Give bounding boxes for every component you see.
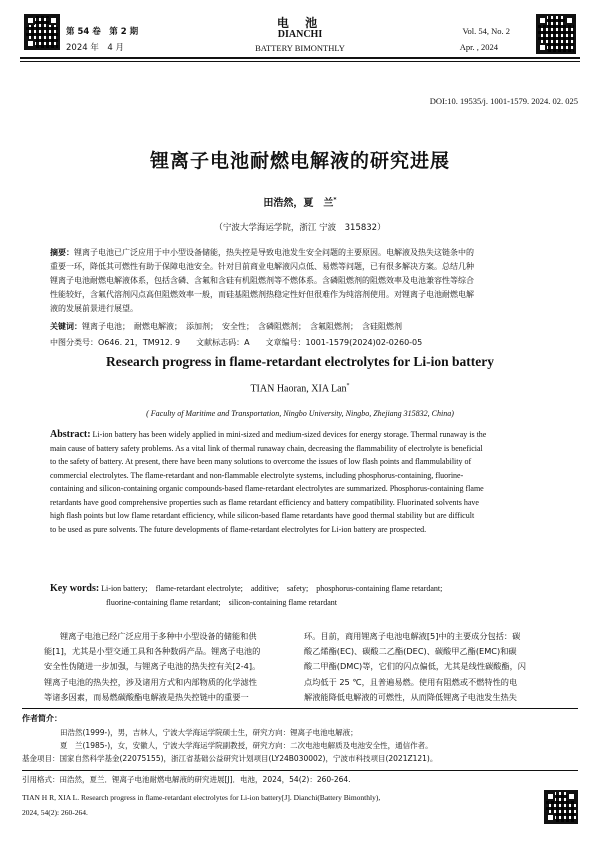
body-line: 能[1]，尤其是小型交通工具和各种数码产品。锂离子电池的 <box>44 646 261 657</box>
authors-cn-names: 田浩然，夏 兰 <box>263 198 334 209</box>
abstract-en-line: retardants have good comprehensive properties such as flame retardant efficiency and battery compatibility. Fluorinated solvents have <box>50 497 479 507</box>
clc-line: 中图分类号：O646. 21，TM912. 9 文献标志码：A 文章编号：1001-1579(2024)02-0260-05 <box>50 338 423 347</box>
authors-en-names: TIAN Haoran, XIA Lan <box>250 383 347 395</box>
footnote-author-1: 田浩然(1999-)，男，吉林人，宁波大学海运学院硕士生，研究方向：锂离子电池电解液； <box>60 728 358 737</box>
header-rule-thin <box>20 61 580 62</box>
abstract-en-line: high flash points but low flame retardant efficiency, while silicon-based flame retardants have good thermal stability but are difficult <box>50 511 475 520</box>
body-line: 酸二甲酯(DMC)等，它们的闪点偏低，尤其是线性碳酸酯，闪 <box>304 661 526 672</box>
abstract-en-line: main cause of battery safety problems. As a vital link of thermal runaway chain, decreasing the flammability of electrolyte is beneficial <box>50 443 483 453</box>
citation-cn: 引用格式：田浩然，夏兰．锂离子电池耐燃电解液的研究进展[J]．电池，2024，54(2)：260-264. <box>22 775 351 784</box>
authors-cn <box>0 194 600 209</box>
abstract-cn-line: 液的发展前景进行展望。 <box>50 304 138 313</box>
footnote-rule <box>22 708 578 709</box>
body-right-column <box>304 629 562 705</box>
keywords-en-line <box>50 582 556 596</box>
body-line: 环。目前，商用锂离子电池电解液[5]中的主要成分包括：碳 <box>304 631 521 641</box>
abstract-en-text: Li-ion battery has been widely applied in mini-sized and medium-sized devices for energy storage. Thermal runaway is the <box>92 430 487 439</box>
journal-volume-cn: 第 54 卷 第 2 期 <box>66 27 139 37</box>
qr-code-right <box>536 14 576 54</box>
keywords-cn-label: 关键词： <box>50 322 82 331</box>
keywords-en-label: Key words: <box>50 583 100 594</box>
header-rule-thick <box>20 57 580 59</box>
abstract-cn-line <box>50 246 550 260</box>
citation-en-1: TIAN H R, XIA L. Research progress in flame-retardant electrolytes for Li-ion battery[J]. Dianchi(Battery Bimonthly), <box>22 793 381 802</box>
affiliation-en: ( Faculty of Maritime and Transportation, Ningbo University, Ningbo, Zhejiang 315832, China) <box>146 409 454 418</box>
abstract-cn <box>50 246 550 316</box>
keywords-en-text-1: Li-ion battery; flame-retardant electrolyte; additive; safety; phosphorus-containing flame retardant; <box>101 584 443 593</box>
body-line: 锂离子电池已经广泛应用于多种中小型设备的储能和供 <box>60 631 257 641</box>
keywords-en <box>50 582 556 609</box>
footnote-author-2: 夏 兰(1985-)，女，安徽人，宁波大学海运学院副教授，研究方向：二次电池电解质及电池安全性，通信作者。 <box>60 741 433 750</box>
abstract-en-line: commercial electrolytes. The flame-retardant and non-flammable electrolyte systems, including phosphorus-containing, fluorine- <box>50 470 464 480</box>
footnote-rule-2 <box>22 770 578 771</box>
title-en: Research progress in flame-retardant electrolytes for Li-ion battery <box>105 354 495 369</box>
affiliation-cn: （宁波大学海运学院，浙江 宁波 315832） <box>214 223 386 233</box>
journal-subtitle-en: BATTERY BIMONTHLY <box>255 43 345 53</box>
footnote-author-label: 作者简介： <box>22 714 62 723</box>
abstract-en-line: containing and silicon-containing organic compounds-based flame-retardant electrolytes are summarized. Phosphorus-containing flame <box>50 484 484 493</box>
body-left-column <box>44 629 294 705</box>
abstract-cn-label: 摘要： <box>50 248 74 257</box>
corresponding-mark-en: * <box>346 383 350 389</box>
authors-en <box>0 383 600 394</box>
body-line: 解液能降低电解液的可燃性，从而降低锂离子电池发生热失 <box>304 691 517 702</box>
journal-date-cn: 2024 年 4 月 <box>66 43 124 53</box>
doi: DOI:10. 19535/j. 1001-1579. 2024. 02. 025 <box>429 96 578 106</box>
journal-name-en: DIANCHI <box>277 29 323 40</box>
abstract-en-line: to be used as pure solvents. The future developments of flame-retardant electrolytes for Li-ion battery are prospected. <box>50 524 427 534</box>
journal-name-cn: 电 池 <box>276 16 324 30</box>
journal-volume-en: Vol. 54, No. 2 <box>462 26 510 36</box>
citation-en-2: 2024, 54(2): 260-264. <box>22 808 88 817</box>
abstract-cn-line: 性能较好，含氟代溶剂闪点高但阻燃效率一般，而硅基阻燃剂热稳定性好但很难作为纯溶剂使用。对锂离子电池耐燃电解 <box>50 290 474 299</box>
keywords-cn-text: 锂离子电池； 耐燃电解液； 添加剂； 安全性； 含磷阻燃剂； 含氟阻燃剂； 含硅阻燃剂 <box>82 322 402 331</box>
journal-date-en: Apr. , 2024 <box>459 42 498 52</box>
title-cn: 锂离子电池耐燃电解液的研究进展 <box>149 150 450 172</box>
body-line: 锂离子电池的热失控，涉及诸用方式和内部物质的化学滤性 <box>44 676 257 687</box>
corresponding-mark-cn: * <box>333 196 337 204</box>
body-line: 酸乙烯酯(EC)、碳酸二乙酯(DEC)、碳酸甲乙酯(EMC)和碳 <box>304 646 517 657</box>
body-line: 点均低于 25 ℃，且普遍易燃。使用有阻燃或不燃特性的电 <box>304 676 518 687</box>
body-line: 等诸多因素，而易燃碳酸酯电解液是热失控链中的重要一 <box>44 691 249 702</box>
abstract-cn-line: 重要一环，降低其可燃性有助于保障电池安全。针对目前商业电解液闪点低、易燃等问题，已有很多解决方案。总结几种 <box>50 262 474 271</box>
qr-code-bottom <box>544 790 578 824</box>
keywords-en-line: fluorine-containing flame retardant; silicon-containing flame retardant <box>106 597 338 607</box>
footnote-fund: 基金项目：国家自然科学基金(22075155)，浙江省基础公益研究计划项目(LY24B030002)，宁波市科技项目(2021Z121)。 <box>22 754 438 763</box>
keywords-cn <box>50 320 550 334</box>
abstract-cn-line: 锂离子电池耐燃电解液体系，包括含磷、含氟和含硅有机阻燃剂等不燃体系。含磷阻燃剂的阻燃效率及电池兼容性等综合 <box>50 276 474 285</box>
abstract-en-line: to the safety of battery. At present, there have been many solutions to overcome the issues of low flash points and flammulability of <box>50 457 472 466</box>
abstract-cn-text: 锂离子电池已广泛应用于中小型设备储能，热失控是导致电池发生安全问题的主要原因。电解液及热失这链条中的 <box>74 248 474 257</box>
abstract-en <box>50 428 556 536</box>
abstract-en-label: Abstract: <box>50 429 91 440</box>
abstract-en-line <box>50 428 556 442</box>
body-line: 安全性伪随进一步加强，与锂离子电池的热失控有关[2-4]。 <box>44 661 261 672</box>
